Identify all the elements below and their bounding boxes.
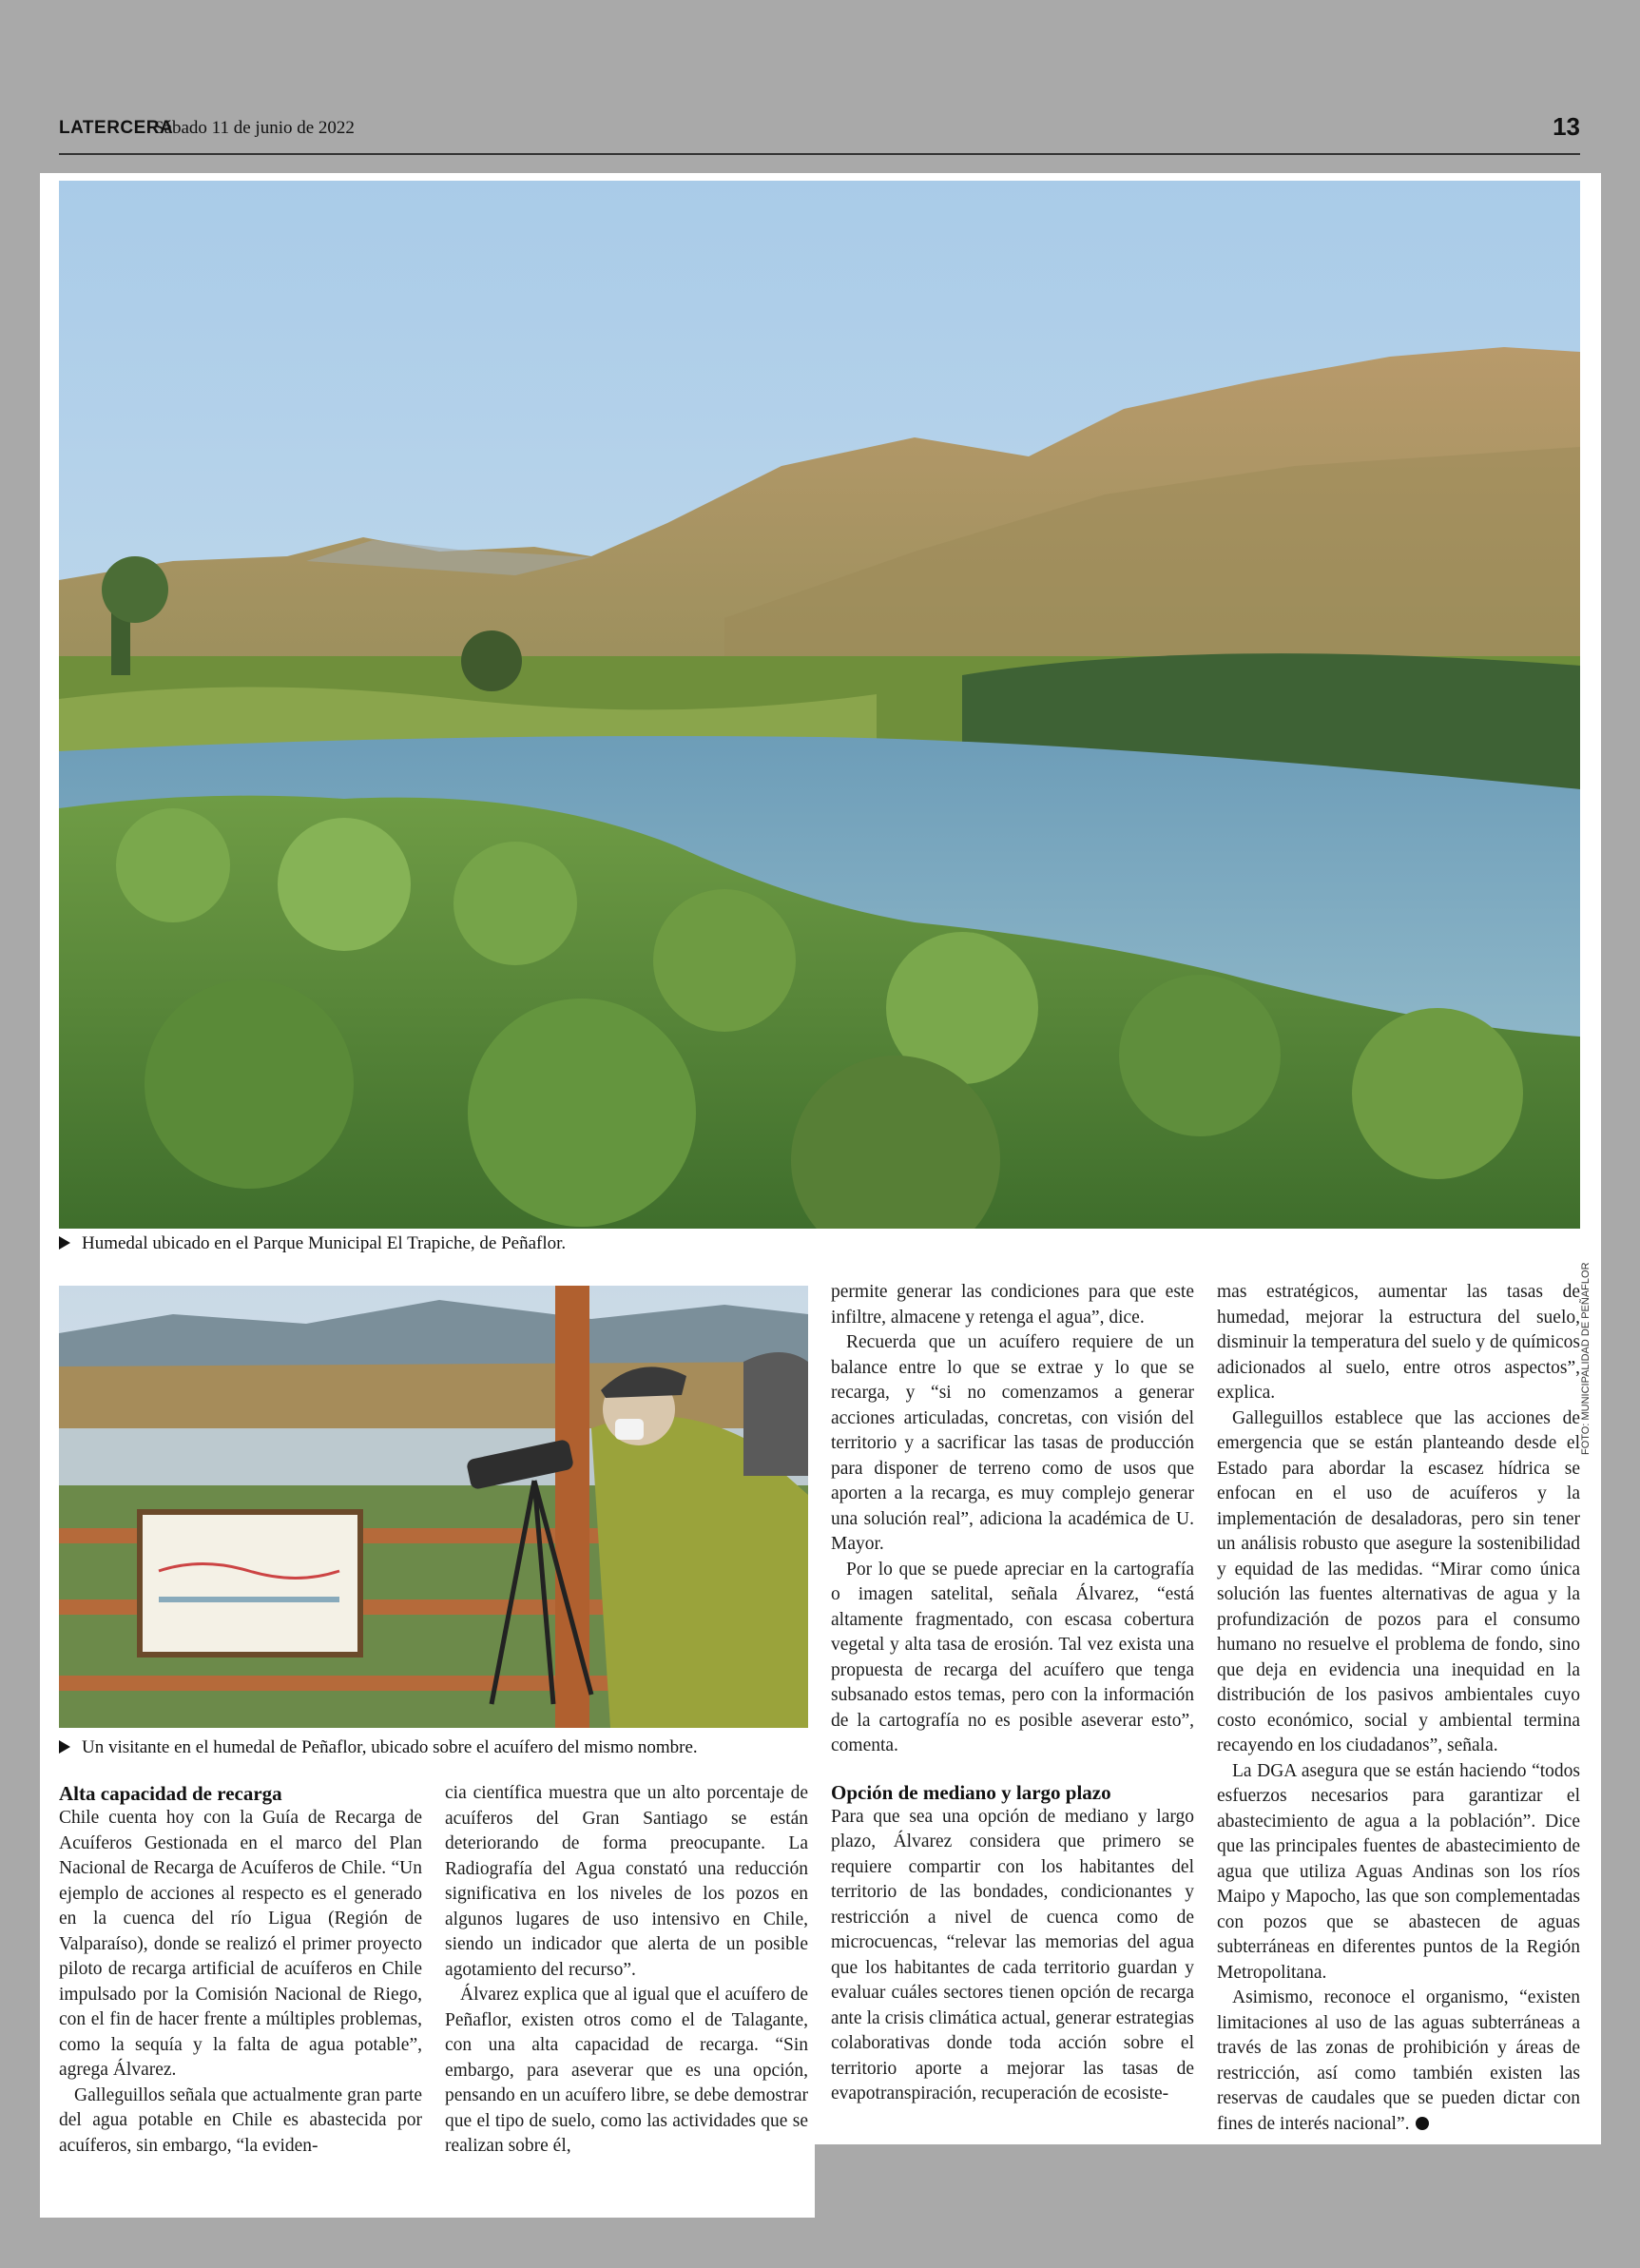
main-photo-wetland [59,181,1580,1229]
section-heading-plazo: Opción de mediano y largo plazo [831,1780,1111,1804]
paragraph: cia científica muestra que un alto porcentaje de acuíferos del Gran Santiago se están deteriorando de forma preocupante. La Radiografía del Agua constató una reducción significativa en los niveles de los pozos en algunos lugares de uso intensivo en Chile, siendo un indicador que alerta de un posible agotamiento del recurso”. [445,1783,808,1980]
paragraph: Para que sea una opción de mediano y largo plazo, Álvarez considera que primero se requiere compartir con los habitantes del territorio de las bondades, condicionantes y restricción a nivel de cuenca como de microcuencas, “relevar las memorias del agua que los habitantes de cada territorio guardan y evaluar cuáles sectores tienen opción de recarga ante la crisis climática actual, generar estrategias colaborativas donde toda acción sobre el territorio aporte a mejorar las tasas de evapotranspiración, recuperación de ecosiste- [831,1806,1194,2103]
paragraph: Chile cuenta hoy con la Guía de Recarga de Acuíferos Gestionada en el marco del Plan Nacional de Recarga de Acuíferos de Chile. “Un ejemplo de acciones al respecto es el generado en la cuenca del río Ligua (Región de Valparaíso), donde se realizó el primer proyecto piloto de recarga artificial de acuíferos en Chile impulsado por la Comisión Nacional de Riego, con el fin de hacer frente a múltiples problemas, como la sequía y la falta de agua potable”, agrega Álvarez. [59,1808,422,2080]
main-photo-caption: Humedal ubicado en el Parque Municipal El Trapiche, de Peñaflor. [59,1233,566,1254]
paragraph: permite generar las condiciones para que este infiltre, almacene y retenga el agua”, dice. [831,1282,1194,1328]
page-number: 13 [1553,112,1580,141]
end-mark-icon [1416,2117,1429,2130]
article-column-4 [1217,1280,1580,2137]
header-rule [59,153,1580,155]
paragraph-final: Asimismo, reconoce el organismo, “existen limitaciones al uso de las aguas subterráneas a través de las zonas de prohibición y áreas de restricción, así como también existen las reservas de caudales que se pueden dictar con fines de interés nacional”. [1217,1987,1580,2134]
masthead [59,112,1580,145]
caption-arrow-icon [59,1236,70,1250]
photo-credit: FOTO: MUNICIPALIDAD DE PEÑAFLOR [1580,1262,1592,1455]
newspaper-brand: LATERCERA [59,118,174,138]
caption-arrow-icon [59,1740,70,1754]
issue-date: Sábado 11 de junio de 2022 [154,118,355,138]
section-heading-recarga: Alta capacidad de recarga [59,1782,282,1805]
paragraph: La DGA asegura que se están haciendo “todos esfuerzos necesarios para garantizar el abastecimiento de agua a la población”. Dice que las principales fuentes de abastecimiento de agua que utiliza Aguas Andinas son los ríos Maipo y Mapocho, las que son complementadas con pozos que se abastecen de aguas subterráneas en diferentes puntos de la Región Metropolitana. [1217,1760,1580,1983]
article-column-2 [445,1781,808,2160]
paragraph: Galleguillos establece que las acciones de emergencia que se están planteando desde el Estado para abordar la escasez hídrica se enfocan en el uso de acuíferos y la implementación de desaladoras, pero sin tener un análisis robusto que asegure la sostenibilidad y equidad de las medidas. “Mirar como única solución las fuentes alternativas de agua y la profundización de pozos para el consumo humano no resuelve el problema de fondo, sino que deja en evidencia una inequidad en la distribución de los pasivos ambientales cuyo costo económico, social y ambiental termina recayendo en los ciudadanos”, señala. [1217,1407,1580,1755]
paragraph: Recuerda que un acuífero requiere de un balance entre lo que se extrae y lo que se recarga, y “si no comenzamos a generar acciones articuladas, concretas, con visión del territorio y a sacrificar las tasas de producción para disponer de terreno como de usos que aporten a la recarga, es muy complejo generar una solución real”, adiciona la académica de U. Mayor. [831,1332,1194,1554]
paragraph: Por lo que se puede apreciar en la cartografía o imagen satelital, señala Álvarez, “está altamente fragmentado, con escasa cobertura vegetal y alta tasa de erosión. Tal vez exista una propuesta de recarga del acuífero que tenga subsanado estos temas, pero con la información de la cartografía no es posible aseverar esto”, comenta. [831,1559,1194,1755]
second-photo-visitor [59,1286,808,1728]
paragraph: mas estratégicos, aumentar las tasas de humedad, mejorar la estructura del suelo, disminuir la temperatura del suelo y de químicos adicionados al suelo, entre otros aspectos”, explica. [1217,1282,1580,1403]
paragraph: Álvarez explica que al igual que el acuífero de Peñaflor, existen otros como el de Talagante, con una alta capacidad de recarga. “Sin embargo, para aseverar que es una opción, pensando en un acuífero libre, se debe demostrar que el tipo de suelo, como las actividades que se realizan sobre él, [445,1985,808,2156]
second-photo-caption: Un visitante en el humedal de Peñaflor, ubicado sobre el acuífero del mismo nombre. [59,1737,698,1758]
article-column-3 [831,1280,1194,2107]
paragraph: Galleguillos señala que actualmente gran parte del agua potable en Chile es abastecida por acuíferos, sin embargo, “la eviden- [59,2084,422,2156]
article-column-1 [59,1781,422,2159]
